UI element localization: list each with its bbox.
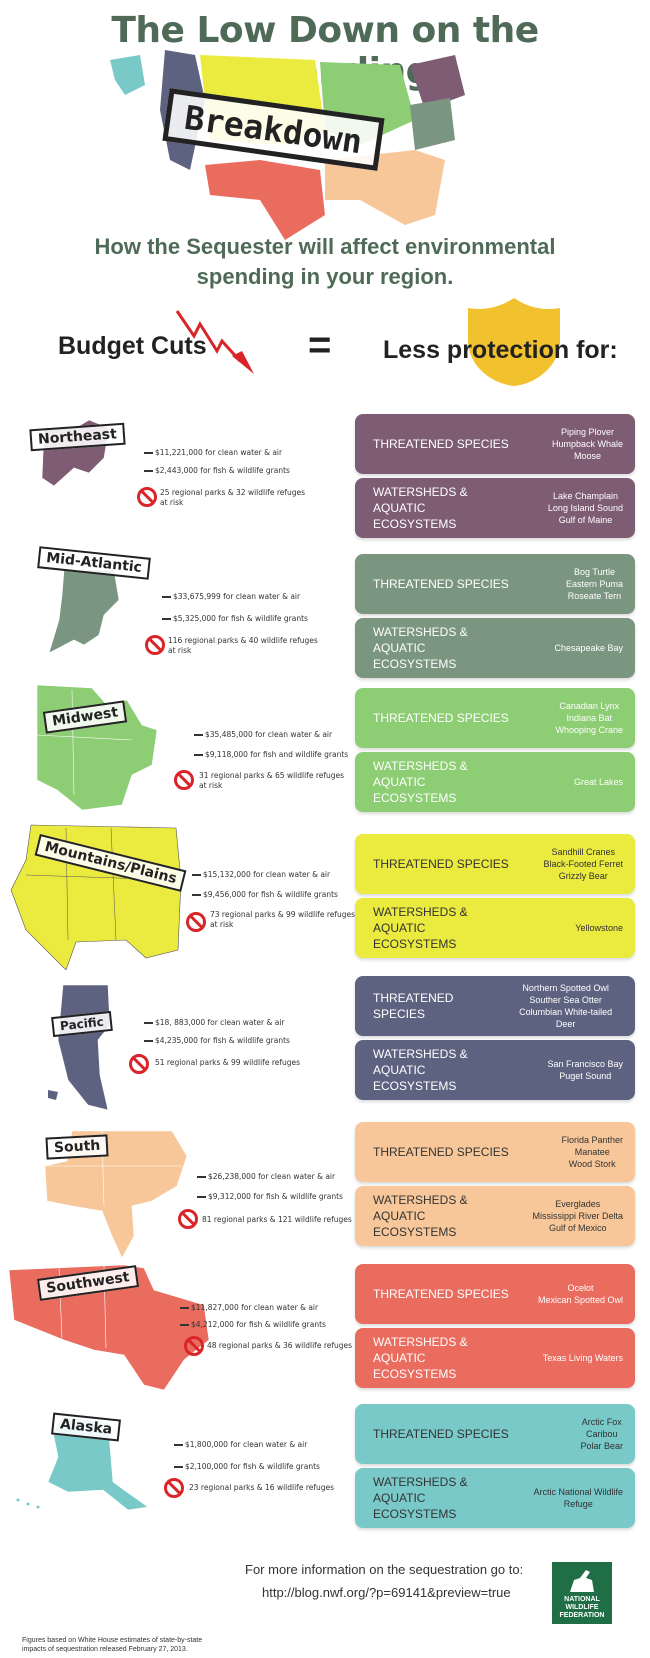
more-info-link[interactable]: http://blog.nwf.org/?p=69141&preview=true — [262, 1585, 511, 1600]
mountains-plains-map — [6, 820, 186, 970]
parks-at-risk: 73 regional parks & 99 wildlife refuges at risk — [210, 910, 356, 929]
region-label-midatlantic: Mid-Atlantic — [37, 546, 151, 580]
subtitle — [40, 232, 610, 292]
prohibited-icon — [186, 912, 206, 932]
species-list: Bog Turtle Eastern Puma Roseate Tern — [565, 567, 623, 601]
watersheds-list: Arctic National Wildlife Refuge — [533, 1487, 623, 1509]
fish-funding: $9,456,000 for fish & wildlife grants — [192, 890, 338, 899]
nwf-logo: NATIONAL WILDLIFE FEDERATION — [552, 1562, 612, 1624]
watersheds-label: WATERSHEDS & AQUATIC ECOSYSTEMS — [373, 485, 468, 531]
region-label-midwest: Midwest — [43, 700, 127, 733]
midwest-map — [32, 680, 172, 815]
threatened-species-label: THREATENED SPECIES — [373, 1287, 509, 1301]
species-list: Canadian Lynx Indiana Bat Whooping Crane — [555, 701, 623, 735]
map-southwest — [205, 160, 325, 240]
prohibited-icon — [164, 1478, 184, 1498]
threatened-species-label: THREATENED SPECIES — [373, 1145, 509, 1159]
threatened-species-label: THREATENED SPECIES — [373, 577, 509, 591]
water-funding: $11,221,000 for clean water & air — [144, 448, 282, 457]
watersheds-list: San Francisco Bay Puget Sound — [547, 1059, 623, 1081]
watersheds-box — [355, 618, 635, 678]
watersheds-list: Chesapeake Bay — [554, 643, 623, 653]
fish-funding: $9,118,000 for fish and wildlife grants — [194, 750, 348, 759]
more-info-text: For more information on the sequestration go to: — [245, 1562, 524, 1577]
threatened-species-label: THREATENED SPECIES — [373, 991, 454, 1021]
fish-funding: $4,212,000 for fish & wildlife grants — [180, 1320, 326, 1329]
subtitle-line-1: How the Sequester will affect environmental — [94, 234, 556, 259]
species-list: Florida Panther Manatee Wood Stork — [561, 1135, 623, 1169]
parks-at-risk: 23 regional parks & 16 wildlife refuges — [189, 1483, 335, 1492]
prohibited-icon — [137, 487, 157, 507]
threatened-species-box — [355, 1404, 635, 1464]
region-label-alaska: Alaska — [51, 1412, 121, 1441]
threatened-species-label: THREATENED SPECIES — [373, 857, 509, 871]
threatened-species-label: THREATENED SPECIES — [373, 437, 509, 451]
watersheds-box — [355, 478, 635, 538]
fish-funding: $2,100,000 for fish & wildlife grants — [174, 1462, 320, 1471]
prohibited-icon — [129, 1054, 149, 1074]
watersheds-label: WATERSHEDS & AQUATIC ECOSYSTEMS — [373, 625, 468, 671]
breakdown-stamp: Breakdown — [162, 88, 384, 171]
less-protection-label: Less protection for: — [383, 336, 618, 364]
parks-at-risk: 48 regional parks & 36 wildlife refuges — [207, 1341, 353, 1350]
equals-sign: = — [308, 323, 332, 367]
water-funding: $26,238,000 for clean water & air — [197, 1172, 335, 1181]
watersheds-label: WATERSHEDS & AQUATIC ECOSYSTEMS — [373, 1335, 468, 1381]
watersheds-label: WATERSHEDS & AQUATIC ECOSYSTEMS — [373, 1193, 468, 1239]
page-title: The Low Down on the — [111, 10, 539, 51]
threatened-species-box — [355, 834, 635, 894]
species-list: Ocelot Mexican Spotted Owl — [537, 1283, 623, 1305]
parks-at-risk: 31 regional parks & 65 wildlife refuges at risk — [199, 771, 345, 790]
region-label-northeast: Northeast — [29, 423, 125, 452]
parks-at-risk: 51 regional parks & 99 wildlife refuges — [155, 1058, 301, 1067]
threatened-species-box — [355, 1122, 635, 1182]
watersheds-list: Great Lakes — [573, 777, 623, 787]
prohibited-icon — [174, 770, 194, 790]
prohibited-icon — [178, 1209, 198, 1229]
threatened-species-box — [355, 554, 635, 614]
threatened-species-box — [355, 688, 635, 748]
species-list: Northern Spotted Owl Souther Sea Otter Columbian White-tailed Deer — [519, 983, 613, 1029]
fish-funding: $9,312,000 for fish & wildlife grants — [197, 1192, 343, 1201]
water-funding: $33,675,999 for clean water & air — [162, 592, 300, 601]
map-alaska — [110, 55, 145, 95]
budget-cuts-label: Budget Cuts — [58, 332, 207, 360]
parks-at-risk: 25 regional parks & 32 wildlife refuges at risk — [160, 488, 306, 507]
threatened-species-label: THREATENED SPECIES — [373, 1427, 509, 1441]
parks-at-risk: 81 regional parks & 121 wildlife refuges — [202, 1215, 352, 1224]
fish-funding: $5,325,000 for fish & wildlife grants — [162, 614, 308, 623]
watersheds-box — [355, 1040, 635, 1100]
region-label-pacific: Pacific — [51, 1011, 113, 1037]
region-label-mountains-plains: Mountains/Plains — [35, 834, 187, 892]
watersheds-list: Lake Champlain Long Island Sound Gulf of Maine — [547, 491, 623, 525]
watersheds-box — [355, 1328, 635, 1388]
map-midatlantic — [410, 98, 455, 150]
region-label-southwest: Southwest — [37, 1265, 139, 1301]
deer-icon — [566, 1566, 598, 1594]
species-list: Arctic Fox Caribou Polar Bear — [580, 1417, 623, 1451]
watersheds-label: WATERSHEDS & AQUATIC ECOSYSTEMS — [373, 759, 468, 805]
midatlantic-map — [44, 565, 124, 655]
fish-funding: $2,443,000 for fish & wildlife grants — [144, 466, 290, 475]
watersheds-list: Yellowstone — [575, 923, 623, 933]
water-funding: $1,800,000 for clean water & air — [174, 1440, 307, 1449]
pacific-map — [48, 980, 118, 1115]
parks-at-risk: 116 regional parks & 40 wildlife refuges at risk — [168, 636, 318, 655]
threatened-species-box — [355, 976, 635, 1036]
water-funding: $15,132,000 for clean water & air — [192, 870, 330, 879]
water-funding: $18, 883,000 for clean water & air — [144, 1018, 284, 1027]
prohibited-icon — [145, 635, 165, 655]
watersheds-box — [355, 1186, 635, 1246]
prohibited-icon — [184, 1336, 204, 1356]
species-list: Piping Plover Humpback Whale Moose — [551, 427, 623, 461]
watersheds-label: WATERSHEDS & AQUATIC ECOSYSTEMS — [373, 1047, 468, 1093]
region-label-south: South — [45, 1134, 108, 1159]
watersheds-label: WATERSHEDS & AQUATIC ECOSYSTEMS — [373, 905, 468, 951]
watersheds-box — [355, 1468, 635, 1528]
fish-funding: $4,235,000 for fish & wildlife grants — [144, 1036, 290, 1045]
threatened-species-box — [355, 1264, 635, 1324]
subtitle-line-2: spending in your region. — [196, 264, 454, 289]
watersheds-list: Texas Living Waters — [542, 1353, 623, 1363]
species-list: Sandhill Cranes Black-Footed Ferret Grizzly Bear — [543, 847, 623, 881]
water-funding: $11,827,000 for clean water & air — [180, 1303, 318, 1312]
watersheds-box — [355, 752, 635, 812]
water-funding: $35,485,000 for clean water & air — [194, 730, 332, 739]
threatened-species-box — [355, 414, 635, 474]
watersheds-box — [355, 898, 635, 958]
watersheds-label: WATERSHEDS & AQUATIC ECOSYSTEMS — [373, 1475, 468, 1521]
watersheds-list: Everglades Mississippi River Delta Gulf of Mexico — [532, 1199, 623, 1233]
figures-note: Figures based on White House estimates of state-by-state impacts of sequestration released February 27, 2013. — [22, 1637, 203, 1653]
threatened-species-label: THREATENED SPECIES — [373, 711, 509, 725]
